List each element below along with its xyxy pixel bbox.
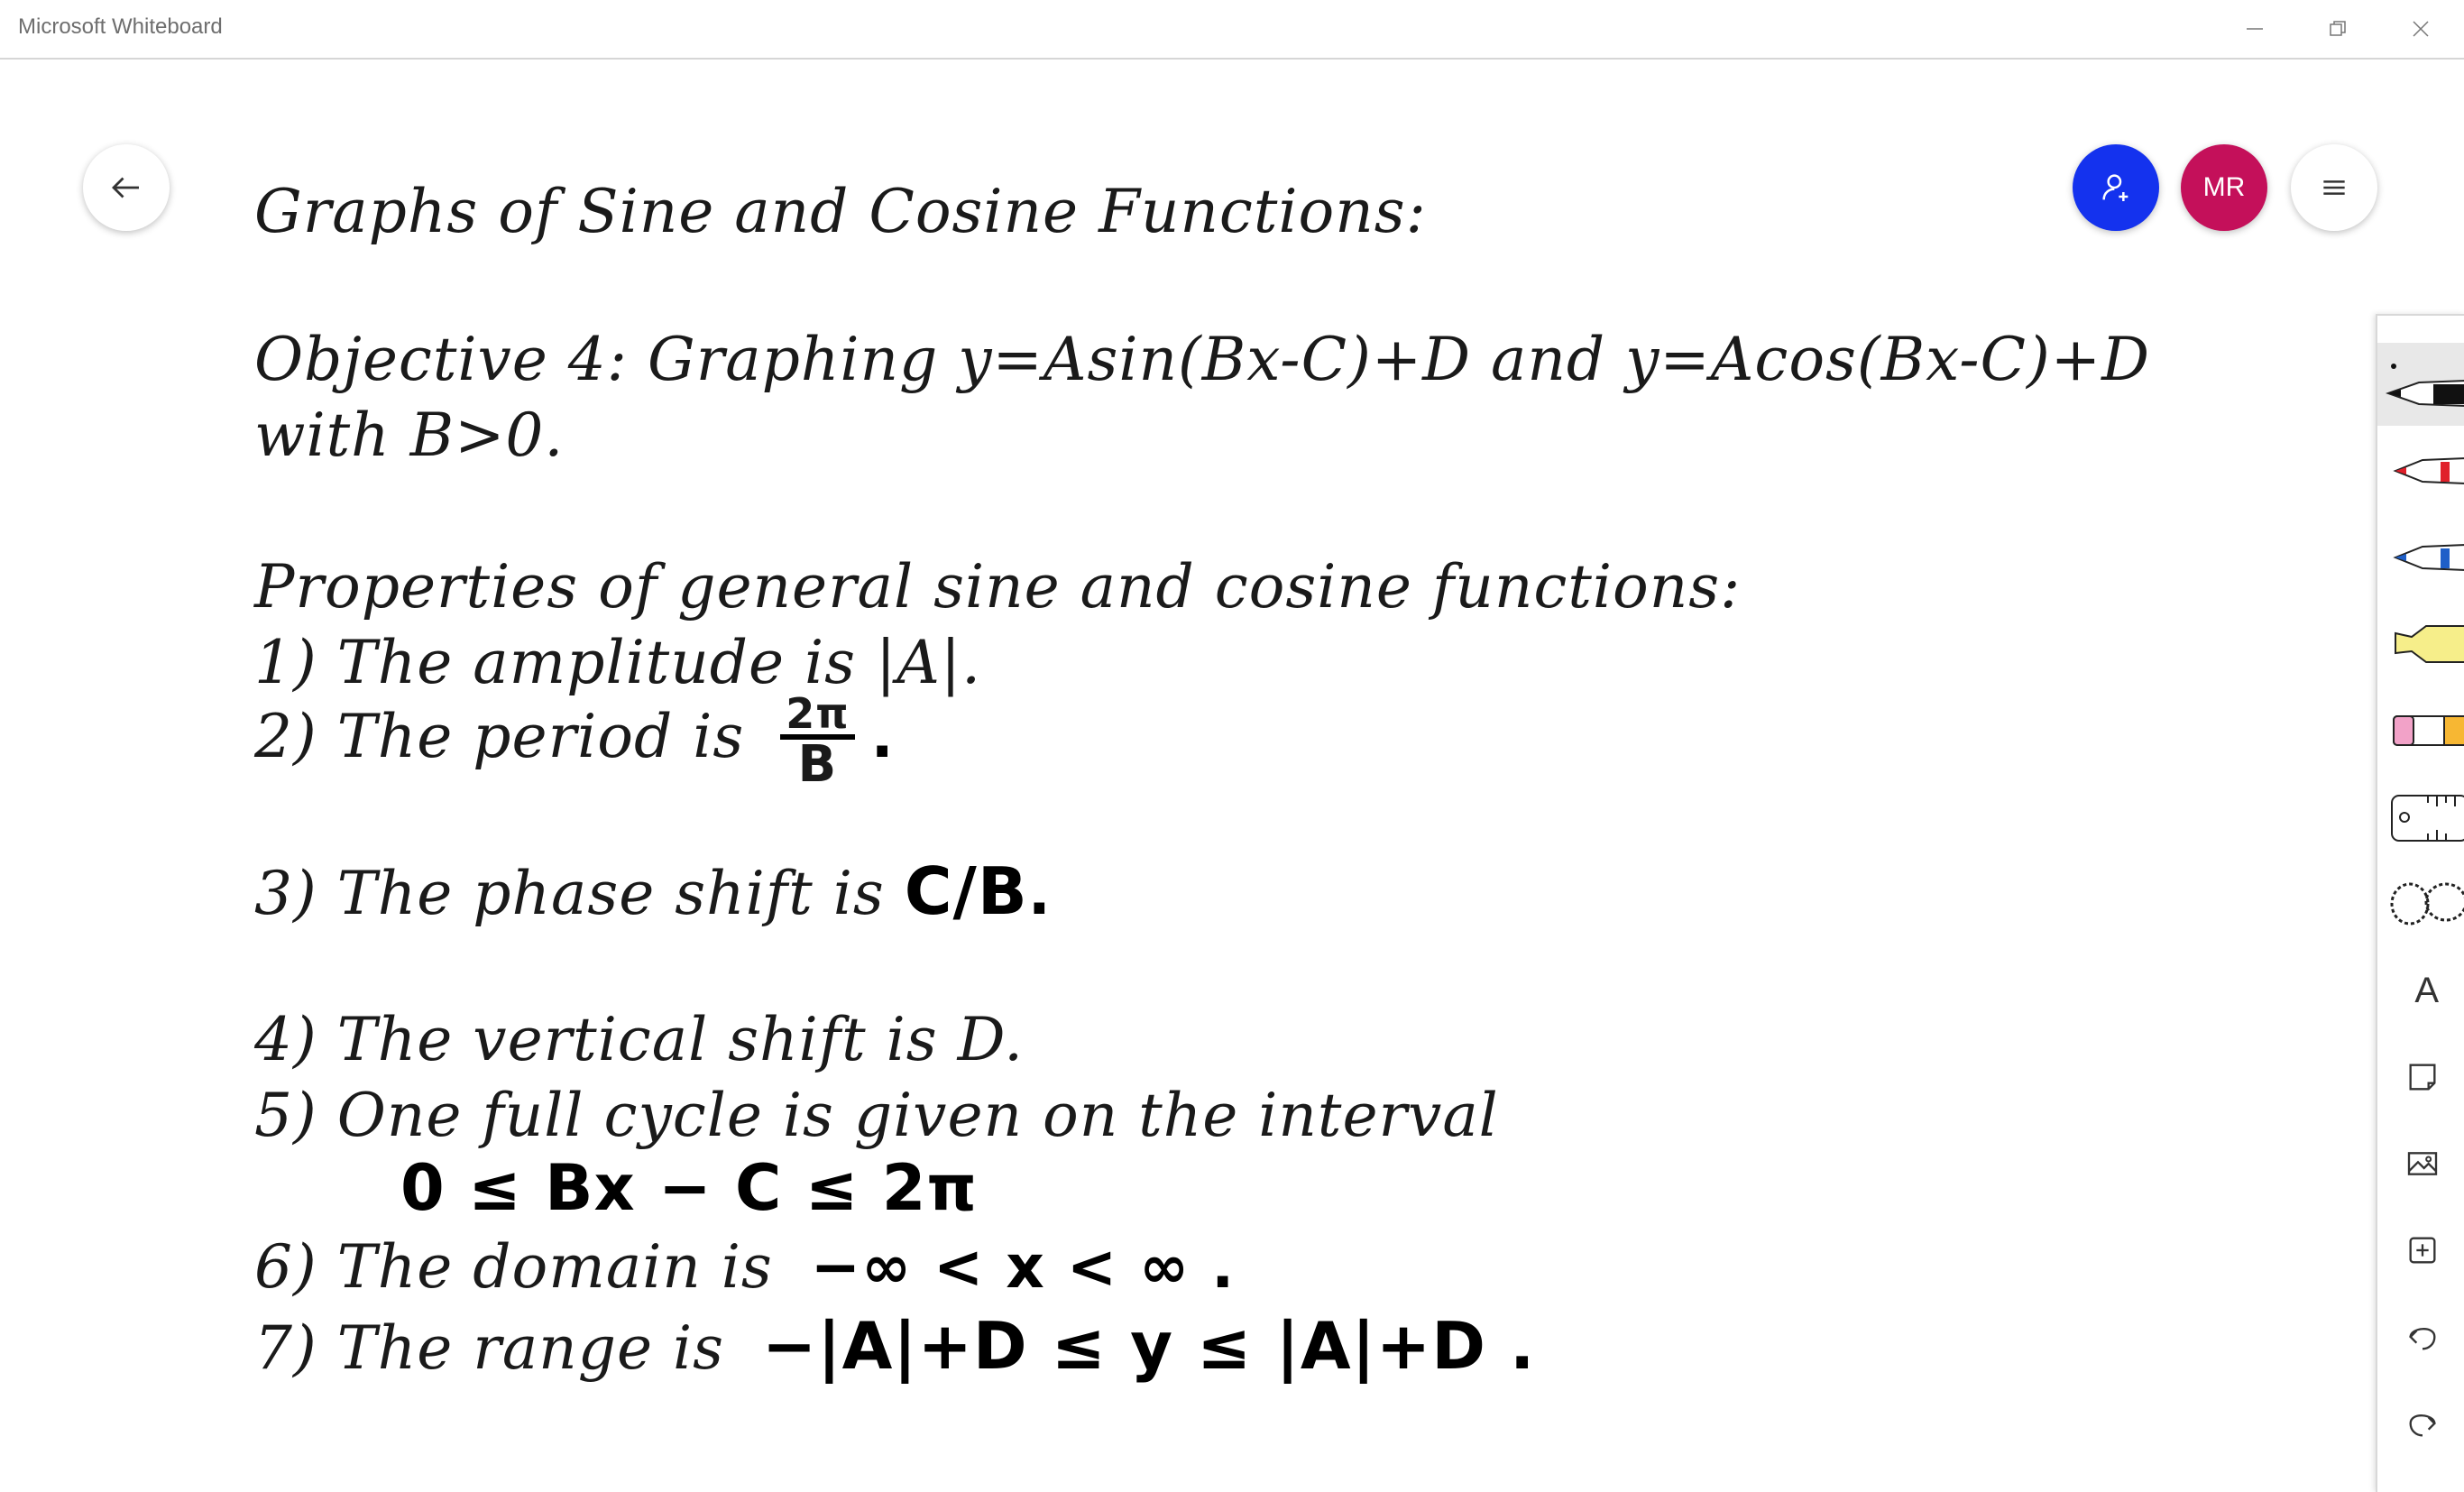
ink-toolbar <box>2376 314 2464 1492</box>
domain-ink: −∞ < x < ∞ . <box>810 1232 1236 1302</box>
red-pen-tool[interactable] <box>2377 429 2464 512</box>
plus-box-icon <box>2404 1232 2441 1268</box>
invite-button[interactable] <box>2073 144 2159 231</box>
redo-icon <box>2404 1405 2441 1441</box>
minimize-button[interactable] <box>2219 9 2291 49</box>
sticky-note-icon <box>2404 1059 2441 1095</box>
text-tool-glyph: A <box>2414 970 2439 1010</box>
note-properties-heading[interactable]: Properties of general sine and cosine functions: <box>254 552 1742 622</box>
property-6-text: 6) The domain is <box>254 1232 773 1302</box>
minimize-icon <box>2244 18 2266 40</box>
undo-icon <box>2404 1319 2441 1355</box>
period-denominator: B <box>797 735 838 794</box>
note-property-5[interactable]: 5) One full cycle is given on the interval <box>254 1081 1499 1150</box>
range-ink: −|A|+D ≤ y ≤ |A|+D . <box>761 1308 1536 1384</box>
eraser-tool[interactable] <box>2377 689 2464 772</box>
property-2-text: 2) The period is <box>254 702 745 771</box>
whiteboard-canvas[interactable] <box>0 60 2464 1490</box>
note-property-3[interactable]: 3) The phase shift is C/B. <box>254 853 1052 929</box>
property-3-text: 3) The phase shift is <box>254 859 885 928</box>
interval-ink[interactable]: 0 ≤ Bx − C ≤ 2π <box>400 1151 978 1225</box>
note-property-6[interactable] <box>254 1232 1235 1302</box>
black-pen-icon <box>2383 357 2464 411</box>
hamburger-icon <box>2316 170 2352 206</box>
red-pen-icon <box>2383 444 2464 498</box>
ruler-icon <box>2383 790 2464 844</box>
lasso-tool[interactable] <box>2377 862 2464 945</box>
note-property-4[interactable]: 4) The vertical shift is D. <box>254 1005 1025 1074</box>
arrow-left-icon <box>107 169 145 207</box>
note-title[interactable]: Graphs of Sine and Cosine Functions: <box>254 177 1427 246</box>
redo-button[interactable] <box>2377 1382 2464 1465</box>
insert-tool[interactable] <box>2377 1209 2464 1292</box>
note-objective-line2[interactable]: with B>0. <box>254 401 565 470</box>
undo-button[interactable] <box>2377 1295 2464 1378</box>
black-pen-tool[interactable] <box>2377 343 2464 426</box>
close-button[interactable] <box>2385 9 2457 49</box>
blue-pen-icon <box>2383 530 2464 585</box>
blue-pen-tool[interactable] <box>2377 516 2464 599</box>
phase-shift-ink: C/B <box>904 853 1028 929</box>
close-icon <box>2410 18 2432 40</box>
image-icon <box>2404 1146 2441 1182</box>
period-fraction <box>780 689 854 794</box>
highlighter-icon <box>2383 617 2464 671</box>
eraser-icon <box>2383 704 2464 758</box>
highlighter-tool[interactable] <box>2377 603 2464 686</box>
lasso-icon <box>2383 877 2464 931</box>
image-tool[interactable] <box>2377 1122 2464 1205</box>
note-property-1[interactable]: 1) The amplitude is |A|. <box>254 628 982 697</box>
restore-icon <box>2327 18 2349 40</box>
text-tool[interactable] <box>2377 949 2464 1032</box>
note-property-7[interactable] <box>254 1308 1535 1384</box>
avatar[interactable]: MR <box>2181 144 2267 231</box>
back-button[interactable] <box>83 144 170 231</box>
restore-button[interactable] <box>2302 9 2374 49</box>
menu-button[interactable] <box>2291 144 2377 231</box>
period-numerator: 2π <box>780 693 854 740</box>
note-objective-line1[interactable]: Objective 4: Graphing y=Asin(Bx-C)+D and y=Acos(Bx-C)+D <box>254 325 2150 394</box>
ruler-tool[interactable] <box>2377 776 2464 859</box>
add-person-icon <box>2098 170 2134 206</box>
note-property-2[interactable]: 2) The period is $\frac{2\pi}{B}$ . <box>254 689 895 794</box>
app-title: Microsoft Whiteboard <box>18 14 223 39</box>
property-7-text: 7) The range is <box>254 1313 724 1383</box>
sticky-note-tool[interactable] <box>2377 1036 2464 1119</box>
title-bar <box>0 0 2464 60</box>
